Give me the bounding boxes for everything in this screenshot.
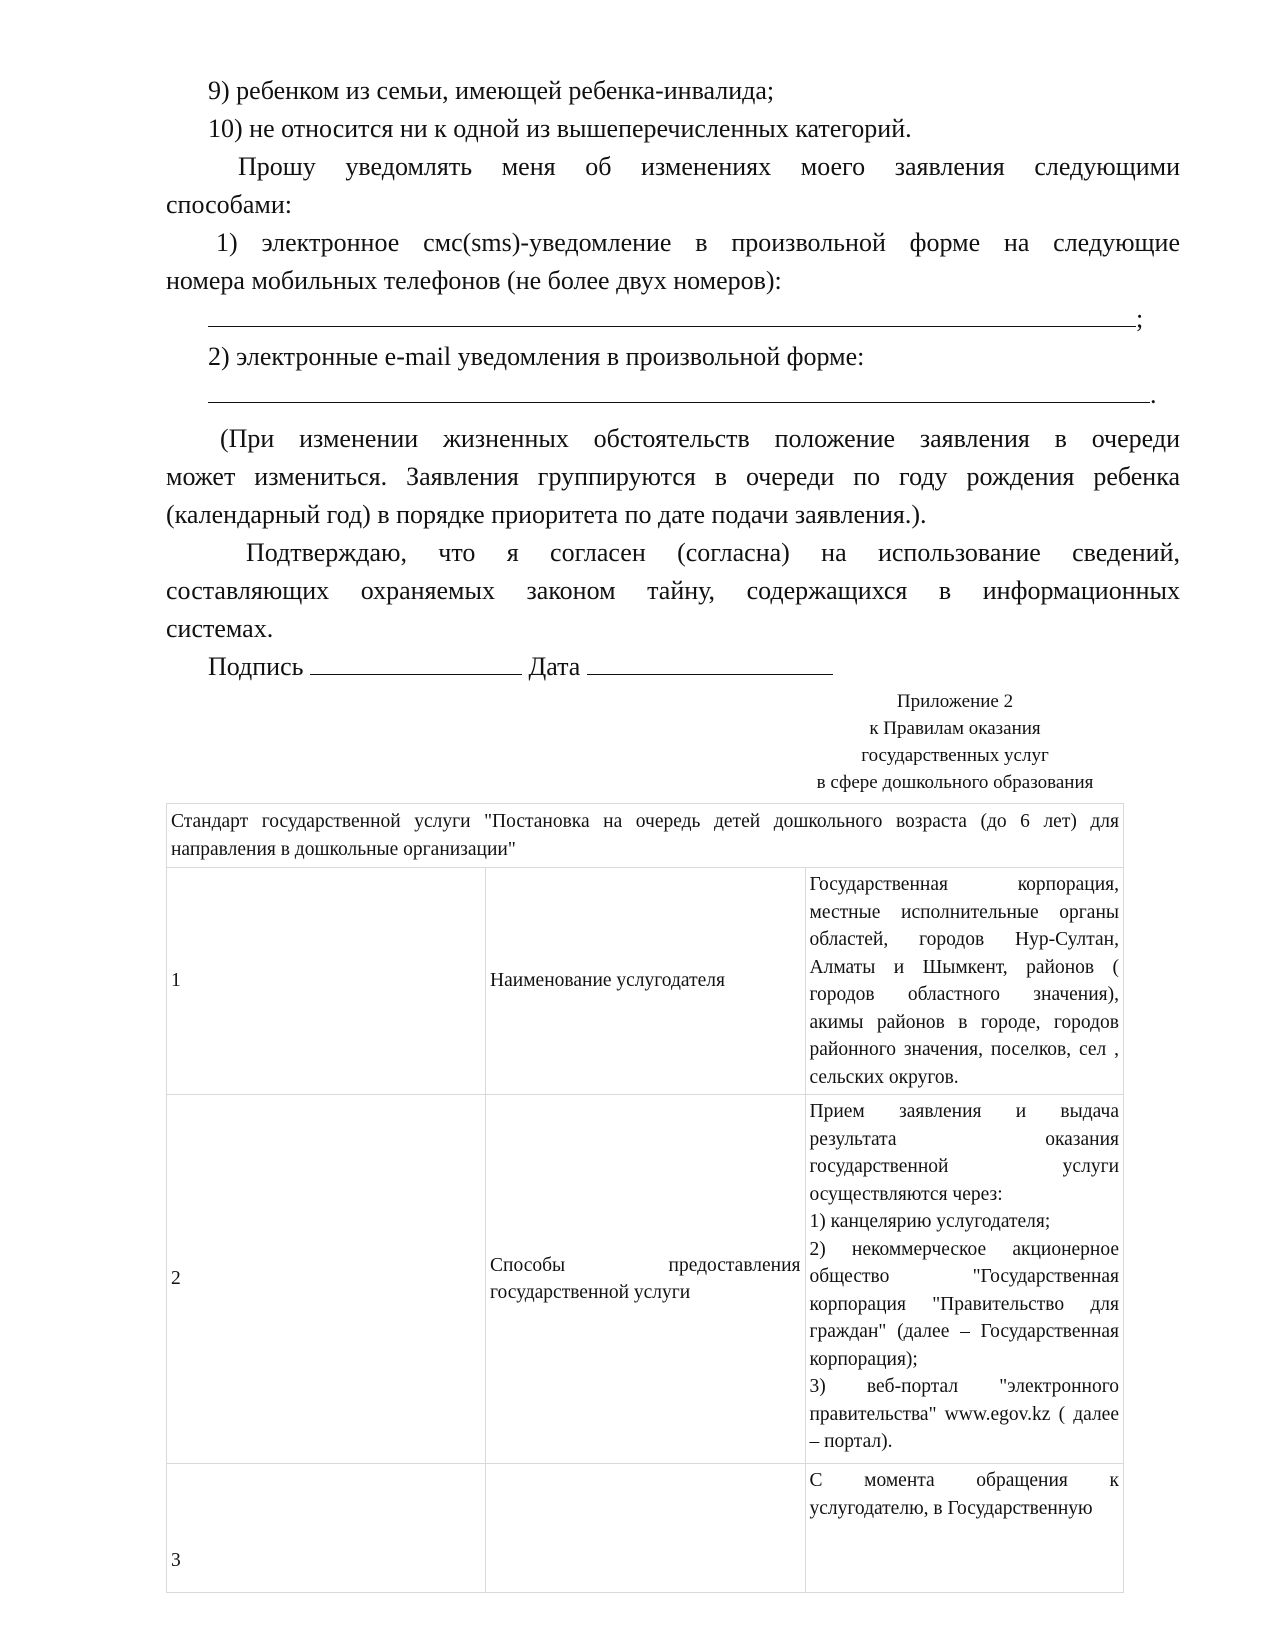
signature-blank[interactable] <box>310 648 522 675</box>
sms-phone-blank[interactable] <box>208 300 1136 327</box>
row-number-cell: 1 <box>167 868 486 1095</box>
row-name-cell: Способы предоставления государственной услуги <box>486 1095 805 1464</box>
sms-paragraph-line2: номера мобильных телефонов (не более двух номеров): <box>166 266 782 295</box>
signature-row <box>166 648 1180 686</box>
sms-paragraph-line1: 1) электронное смс(sms)-уведомление в произвольной форме на следующие <box>216 228 1180 257</box>
consent-paragraph-line3: системах. <box>166 614 274 643</box>
value-item: 1) канцелярию услугодателя; <box>809 1211 1051 1232</box>
change-paragraph-line2: может измениться. Заявления группируются в очереди по году рождения ребенка <box>166 462 1180 491</box>
row-value-cell: Государственная корпорация, местные исполнительные органы областей, городов Нур-Султан, Алматы и Шымкент, районов ( городов областного значения), акимы районов в городе, городов районного значения, поселков, сел , сельских округов. <box>805 868 1124 1095</box>
date-blank[interactable] <box>587 648 833 675</box>
row-name-cell: Наименование услугодателя <box>486 868 805 1095</box>
email-field-row <box>166 376 1180 414</box>
annex-line-4: в сфере дошкольного образования <box>816 772 1094 793</box>
value-intro: Прием заявления и выдача результата оказания государственной услуги осуществляются через: <box>809 1101 1119 1205</box>
row-value-cell <box>805 1095 1124 1464</box>
change-paragraph-line1: (При изменении жизненных обстоятельств положение заявления в очереди <box>220 424 1180 453</box>
signature-label: Подпись <box>208 652 304 681</box>
email-line-end: . <box>1150 380 1157 409</box>
value-item: 3) веб-портал "электронного правительства" www.egov.kz ( далее – портал). <box>809 1376 1119 1452</box>
row-value-cell: С момента обращения к услугодателю, в Государственную <box>805 1464 1124 1593</box>
notify-paragraph-line2: способами: <box>166 190 293 219</box>
annex-caption <box>790 688 1120 796</box>
category-10: 10) не относится ни к одной из вышеперечисленных категорий. <box>208 114 912 143</box>
annex-line-3: государственных услуг <box>861 745 1049 766</box>
table-header-row <box>167 804 1124 868</box>
email-blank[interactable] <box>208 376 1150 403</box>
change-paragraph-line3: (календарный год) в порядке приоритета по дате подачи заявления.). <box>166 500 927 529</box>
notify-paragraph-line1: Прошу уведомлять меня об изменениях моего заявления следующими <box>238 152 1180 181</box>
email-paragraph: 2) электронные e-mail уведомления в произвольной форме: <box>208 342 865 371</box>
sms-phone-field-row <box>166 300 1180 338</box>
table-row <box>167 1464 1124 1593</box>
consent-paragraph-line2: составляющих охраняемых законом тайну, содержащихся в информационных <box>166 576 1180 605</box>
consent-paragraph-line1: Подтверждаю, что я согласен (согласна) на использование сведений, <box>246 538 1180 567</box>
annex-line-1: Приложение 2 <box>896 691 1014 712</box>
row-number-cell: 2 <box>167 1095 486 1464</box>
table-row <box>167 1095 1124 1464</box>
row-name-cell <box>486 1464 805 1593</box>
sms-line-end: ; <box>1136 304 1144 333</box>
table-row <box>167 868 1124 1095</box>
table-header-cell: Стандарт государственной услуги "Постановка на очередь детей дошкольного возраста (до 6 лет) для направления в дошкольные организации" <box>167 804 1124 868</box>
value-item: 2) некоммерческое акционерное общество "Государственная корпорация "Правительство для граждан" (далее – Государственная корпорация); <box>809 1238 1119 1370</box>
row-number-cell: 3 <box>167 1464 486 1593</box>
date-label: Дата <box>528 652 581 681</box>
category-9: 9) ребенком из семьи, имеющей ребенка-инвалида; <box>208 76 775 105</box>
annex-line-2: к Правилам оказания <box>869 718 1041 739</box>
service-standard-table <box>166 803 1124 1593</box>
